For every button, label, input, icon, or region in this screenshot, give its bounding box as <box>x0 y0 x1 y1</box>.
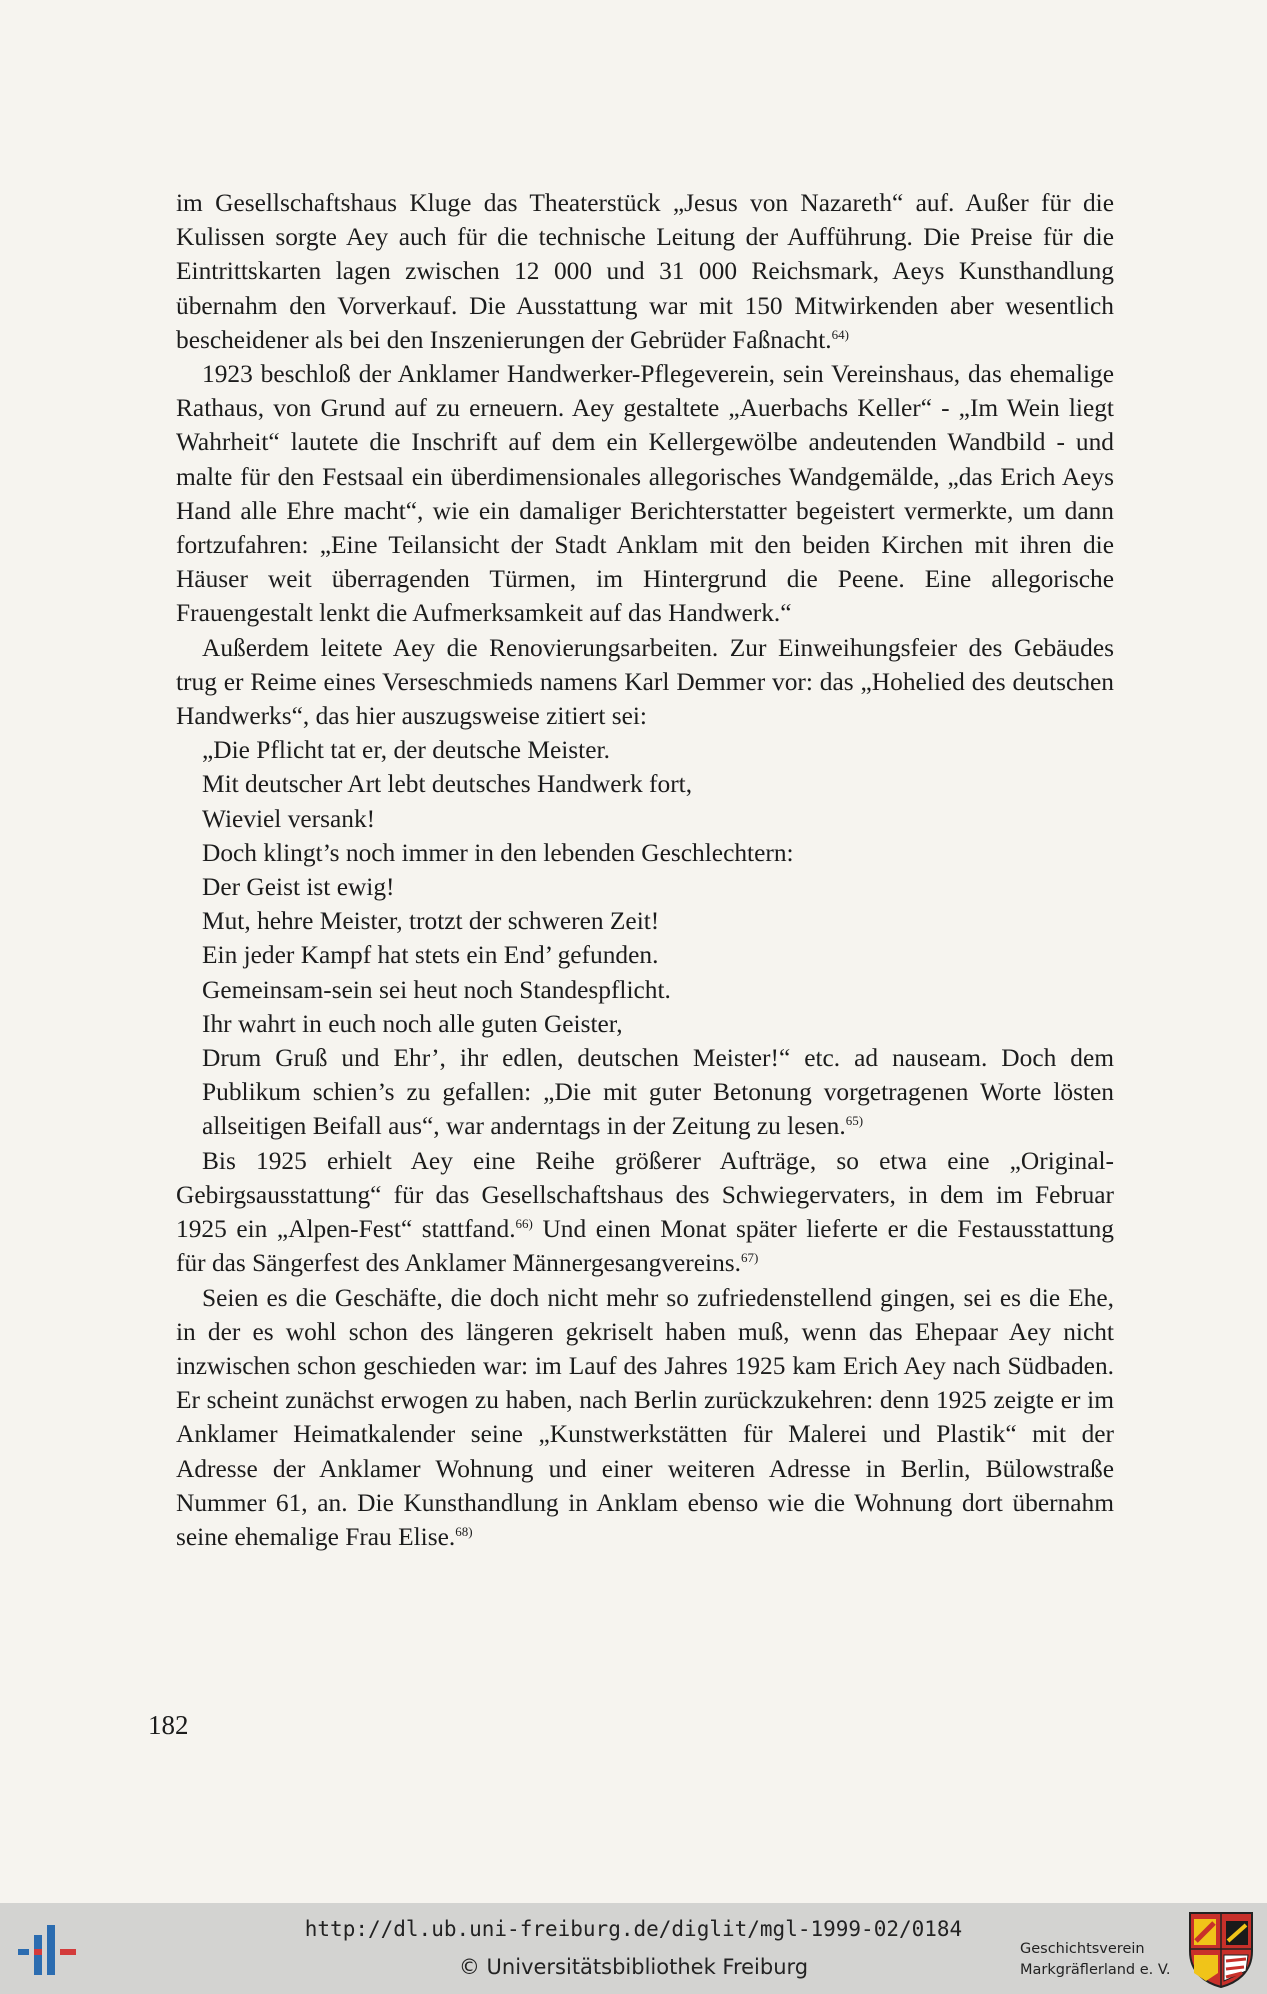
poem-line: Doch klingt’s noch immer in den lebenden Geschlechtern: <box>202 838 794 867</box>
permalink-url[interactable]: http://dl.ub.uni-freiburg.de/diglit/mgl-1999-02/0184 <box>304 1917 963 1941</box>
poem-line: Ein jeder Kampf hat stets ein End’ gefunden. <box>202 941 659 970</box>
footnote-ref-64[interactable]: 64) <box>831 326 849 342</box>
poem-line: Gemeinsam-sein sei heut noch Standespflicht. <box>202 975 671 1004</box>
poem-line: Wieviel versank! <box>202 804 376 833</box>
body-text <box>176 186 1114 1554</box>
paragraph-poem-end: Drum Gruß und Ehr’, ihr edlen, deutschen Meister!“ etc. ad nauseam. Doch dem Publikum schien’s zu gefallen: „Die mit guter Betonung vorgetragenen Worte lösten allseitigen Beifall aus“, war anderntags in der Zeitung zu lesen.$^{65)}$ <box>202 1044 1114 1141</box>
quoted-poem <box>176 733 1114 1041</box>
poem-line: „Die Pflicht tat er, der deutsche Meister. <box>202 736 610 765</box>
copyright-notice: © Universitätsbibliothek Freiburg <box>458 1955 809 1979</box>
paragraph-last: Seien es die Geschäfte, die doch nicht mehr so zufriedenstellend gingen, sei es die Ehe, in der es wohl schon des längeren gekriselt haben muß, wenn das Ehepaar Aey nicht inzwischen schon geschieden war: im Lauf des Jahres 1925 kam Erich Aey nach Südbaden. Er scheint zunächst erwogen zu haben, nach Berlin zurückzukehren: denn 1925 zeigte er im Anklamer Heimatkalender seine „Kunstwerkstätten für Malerei und Plastik“ mit der Adresse der Anklamer Wohnung und einer weiteren Adresse in Berlin, Bülowstraße Nummer 61, an. Die Kunsthandlung in Anklam ebenso wie die Wohnung dort übernahm seine ehemalige Frau Elise.$^{68)}$ <box>176 1283 1114 1551</box>
paragraph-1925: Bis 1925 erhielt Aey eine Reihe größerer Aufträge, so etwa eine „Original-Gebirgsausstattung“ für das Gesellschaftshaus des Schwiegervaters, in dem im Februar 1925 ein „Alpen-Fest“ stattfand.$^{66)}$ Und einen Monat später lieferte er die Festausstattung für das Sängerfest des Anklamer Männergesangvereins.$^{67)}$ <box>176 1146 1114 1278</box>
poem-line: Mut, hehre Meister, trotzt der schweren Zeit! <box>202 907 660 936</box>
footnote-ref-65[interactable]: 65) <box>845 1113 864 1129</box>
society-crest-icon[interactable] <box>1188 1911 1254 1989</box>
paragraph-3: Außerdem leitete Aey die Renovierungsarbeiten. Zur Einweihungsfeier des Gebäudes trug er Reime eines Verseschmieds namens Karl Demmer vor: das „Hohelied des deutschen Handwerks“, das hier auszugsweise zitiert sei: <box>176 633 1114 731</box>
poem-line: Mit deutscher Art lebt deutsches Handwerk fort, <box>202 770 693 799</box>
footnote-ref-67[interactable]: 67) <box>741 1250 759 1266</box>
footnote-ref-66[interactable]: 66) <box>515 1216 533 1232</box>
viewer-footer <box>0 1903 1267 1994</box>
poem-line: Der Geist ist ewig! <box>202 873 395 902</box>
poem-line: Ihr wahrt in euch noch alle guten Geister, <box>202 1009 623 1038</box>
page-number: 182 <box>148 1710 189 1740</box>
paragraph-2: 1923 beschloß der Anklamer Handwerker-Pflegeverein, sein Vereinshaus, das ehemalige Rathaus, von Grund auf zu erneuern. Aey gestaltete „Auerbachs Keller“ - „Im Wein liegt Wahrheit“ lautete die Inschrift auf dem ein Kellergewölbe andeutenden Wandbild - und malte für den Festsaal ein überdimensionales allegorisches Wandgemälde, „das Erich Aeys Hand alle Ehre macht“, wie ein damaliger Berichterstatter begeistert vermerkte, um dann fortzufahren: „Eine Teilansicht der Stadt Anklam mit den beiden Kirchen mit ihren die Häuser weit überragenden Türmen, im Hintergrund die Peene. Eine allegorische Frauengestalt lenkt die Aufmerksamkeit auf das Handwerk.“ <box>176 360 1114 628</box>
paragraph-1: im Gesellschaftshaus Kluge das Theaterstück „Jesus von Nazareth“ auf. Außer für die Kulissen sorgte Aey auch für die technische Leitung der Aufführung. Die Preise für die Eintrittskarten lagen zwischen 12 000 und 31 000 Reichsmark, Aeys Kunsthandlung übernahm den Vorverkauf. Die Ausstattung war mit 150 Mitwirkenden aber wesentlich bescheidener als bei den Inszenierungen der Gebrüder Faßnacht.$^{64)}$ <box>176 189 1114 354</box>
society-name-line2: Markgräflerland e. V. <box>1020 1962 1171 1978</box>
footnote-ref-68[interactable]: 68) <box>455 1523 473 1539</box>
society-name <box>1020 1939 1180 1981</box>
society-name-line1: Geschichtsverein <box>1020 1941 1145 1957</box>
